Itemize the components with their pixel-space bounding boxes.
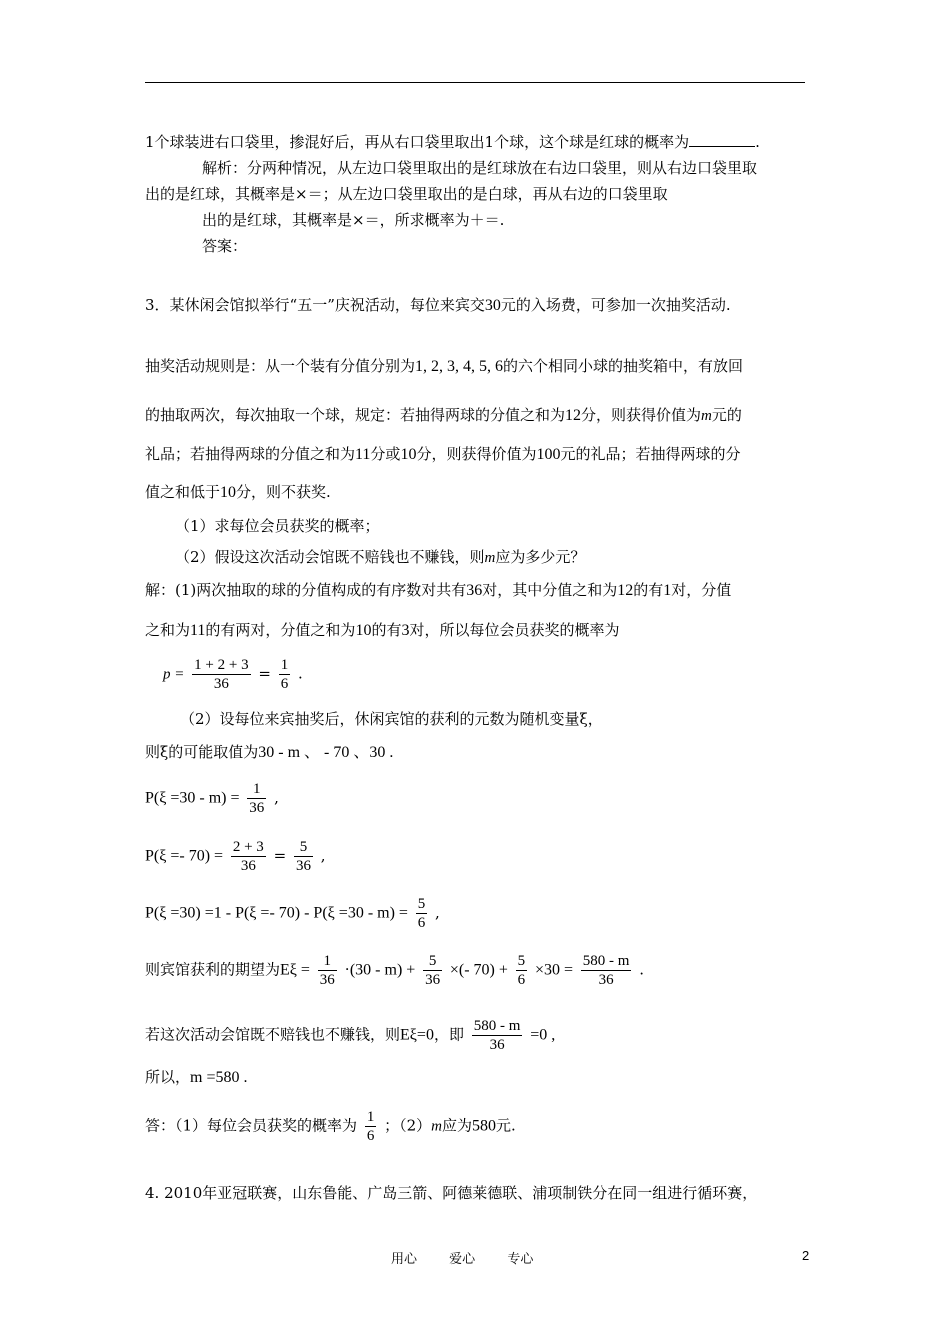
fraction: $\frac{580 - m}{36}$ [582, 953, 630, 988]
fraction: $\frac{2 + 3}{36}$ [232, 839, 264, 874]
fraction: $\frac{5}{6}$ [517, 953, 526, 988]
formula-p1: P(ξ =30 - m) = $\frac{1}{36}$ , [145, 781, 279, 816]
analysis-line1: 解析：分两种情况，从左边口袋里取出的是红球放在右边口袋里，则从右边口袋里取 [202, 159, 758, 177]
problem3-line3: 的抽取两次，每次抽取一个球，规定：若抽得两球的分值之和为12分，则获得价值为m元的 [145, 406, 742, 424]
final-answer: 答：（1）每位会员获奖的概率为 $\frac{1}{6}$ ；（2）m应为580元. [145, 1109, 516, 1144]
fraction: $\frac{1 + 2 + 3}{36}$ [194, 657, 249, 692]
question-2: （2）假设这次活动会馆既不赔钱也不赚钱，则m应为多少元？ [175, 548, 586, 566]
page-number: 2 [802, 1248, 810, 1263]
solution-result: 所以，m =580 . [145, 1068, 248, 1086]
fraction: $\frac{5}{6}$ [417, 896, 426, 931]
fraction: $\frac{1}{36}$ [319, 953, 335, 988]
fraction: $\frac{5}{36}$ [295, 839, 311, 874]
formula-expectation: 则宾馆获利的期望为Eξ = $\frac{1}{36}$ ·(30 - m) + $\frac{5}{36}$ ×(- 70) + $\frac{5}{6}$ ×30 = $\frac{580 - m}{36}$ . [145, 953, 645, 988]
analysis-line3: 出的是红球，其概率是×＝，所求概率为＋＝. [202, 211, 505, 229]
answer-blank [689, 132, 755, 147]
answer-label: 答案： [202, 237, 248, 255]
question-1: （1）求每位会员获奖的概率； [175, 517, 380, 535]
formula-p2: P(ξ =- 70) = $\frac{2 + 3}{36}$ = $\frac{5}{36}$ , [145, 839, 326, 874]
problem3-line4: 礼品；若抽得两球的分值之和为11分或10分，则获得价值为100元的礼品；若抽得两球的分 [145, 445, 741, 463]
formula-p3: P(ξ =30) =1 - P(ξ =- 70) - P(ξ =30 - m) = $\frac{5}{6}$ , [145, 896, 440, 931]
solution-line2: 之和为11的有两对，分值之和为10的有3对，所以每位会员获奖的概率为 [145, 621, 620, 639]
fraction: $\frac{580 - m}{36}$ [473, 1018, 521, 1053]
problem2-text-line1: 1个球装进右口袋里，掺混好后，再从右口袋里取出1个球，这个球是红球的概率为 . [145, 133, 760, 151]
formula-probability: p = $\frac{1 + 2 + 3}{36}$ = $\frac{1}{6}$ . [163, 657, 303, 692]
header-rule [145, 82, 805, 83]
page-footer: 用心 爱心 专心 [391, 1252, 534, 1267]
solution-values: 则ξ的可能取值为30 - m 、 - 70 、30 . [145, 743, 394, 761]
analysis-line2: 出的是红球，其概率是×＝；从左边口袋里取出的是白球，再从右边的口袋里取 [145, 185, 668, 203]
solution-part2-intro: （2）设每位来宾抽奖后，休闲宾馆的获利的元数为随机变量ξ， [180, 710, 603, 728]
solution-line1: 解：(1)两次抽取的球的分值构成的有序数对共有36对，其中分值之和为12的有1对，分值 [145, 581, 732, 599]
problem3-line5: 值之和低于10分，则不获奖. [145, 483, 331, 501]
formula-break-even: 若这次活动会馆既不赔钱也不赚钱，则Eξ=0，即 $\frac{580 - m}{36}$ =0 , [145, 1018, 556, 1053]
fraction: $\frac{1}{36}$ [249, 781, 265, 816]
problem3-line2: 抽奖活动规则是：从一个装有分值分别为1, 2, 3, 4, 5, 6的六个相同小球的抽奖箱中，有放回 [145, 357, 744, 375]
problem4-line1: 4. 2010年亚冠联赛，山东鲁能、广岛三箭、阿德莱德联、浦项制铁分在同一组进行循环赛， [145, 1184, 758, 1202]
fraction: $\frac{5}{36}$ [425, 953, 441, 988]
fraction: $\frac{1}{6}$ [280, 657, 289, 692]
problem3-line1: 3．某休闲会馆拟举行“五一”庆祝活动，每位来宾交30元的入场费，可参加一次抽奖活动. [145, 296, 731, 314]
fraction: $\frac{1}{6}$ [366, 1109, 375, 1144]
